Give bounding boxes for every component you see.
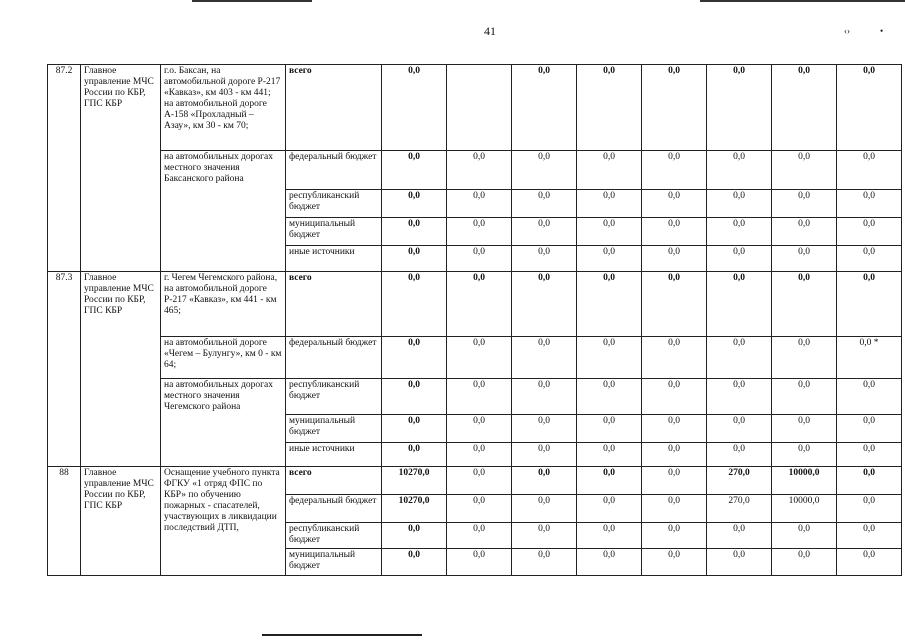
- value-cell: 0,0: [642, 246, 707, 272]
- value-cell: 0,0: [382, 337, 447, 379]
- value-cell: 0,0: [772, 272, 837, 337]
- value-cell: 0,0: [577, 495, 642, 523]
- value-cell: 0,0: [577, 65, 642, 151]
- value-cell: 0,0: [772, 65, 837, 151]
- value-cell: 0,0: [382, 523, 447, 549]
- value-cell: 0,0: [382, 549, 447, 576]
- table-row: [48, 65, 902, 151]
- value-cell: 0,0: [382, 151, 447, 190]
- value-cell: 0,0: [837, 443, 902, 467]
- value-cell: 0,0: [642, 379, 707, 415]
- value-cell: 0,0: [447, 337, 512, 379]
- value-cell: 0,0: [512, 467, 577, 495]
- value-cell: 0,0: [577, 443, 642, 467]
- value-cell: 0,0: [382, 246, 447, 272]
- value-cell: 0,0: [707, 549, 772, 576]
- value-cell: 0,0: [447, 443, 512, 467]
- funding-label: иные источники: [286, 246, 382, 272]
- value-cell: 0,0: [707, 272, 772, 337]
- description-cell: на автомобильной дороге «Чегем – Булунгу», км 0 - км 64;: [161, 337, 286, 379]
- corner-mark-left: ‹›: [844, 26, 850, 36]
- value-cell: 0,0: [447, 151, 512, 190]
- value-cell: 0,0: [642, 272, 707, 337]
- funding-label: муниципальный бюджет: [286, 549, 382, 576]
- value-cell: 0,0: [707, 379, 772, 415]
- funding-label: республиканский бюджет: [286, 190, 382, 218]
- organization-cell: Главное управление МЧС России по КБР, ГПС КБР: [81, 65, 161, 272]
- value-cell: 0,0: [642, 151, 707, 190]
- value-cell: 0,0: [707, 415, 772, 443]
- value-cell: 0,0: [512, 337, 577, 379]
- value-cell: 0,0: [642, 65, 707, 151]
- value-cell: 0,0: [772, 337, 837, 379]
- value-cell: 0,0: [577, 272, 642, 337]
- value-cell: 0,0: [707, 65, 772, 151]
- page-number: 41: [484, 24, 496, 38]
- value-cell: 0,0: [772, 549, 837, 576]
- funding-label: муниципальный бюджет: [286, 415, 382, 443]
- value-cell: 0,0: [577, 218, 642, 246]
- value-cell: 0,0: [512, 65, 577, 151]
- corner-mark-right: •: [880, 26, 884, 36]
- value-cell: 0,0: [837, 549, 902, 576]
- value-cell: 0,0: [382, 65, 447, 151]
- value-cell: 0,0: [577, 467, 642, 495]
- value-cell: 0,0: [707, 246, 772, 272]
- value-cell: 0,0: [707, 218, 772, 246]
- funding-label: федеральный бюджет: [286, 495, 382, 523]
- value-cell: 0,0: [642, 443, 707, 467]
- funding-label: федеральный бюджет: [286, 151, 382, 190]
- description-cell: г. Чегем Чегемского района, на автомобильной дороге Р-217 «Кавказ», км 441 - км 465;: [161, 272, 286, 337]
- value-cell: 0,0: [837, 218, 902, 246]
- value-cell: 0,0: [837, 379, 902, 415]
- value-cell: 0,0: [512, 549, 577, 576]
- value-cell: 0,0: [512, 272, 577, 337]
- value-cell: 270,0: [707, 467, 772, 495]
- value-cell: 0,0: [772, 379, 837, 415]
- value-cell: 0,0: [382, 272, 447, 337]
- value-cell: 0,0: [772, 246, 837, 272]
- value-cell: [447, 65, 512, 151]
- value-cell: 0,0: [512, 151, 577, 190]
- value-cell: 0,0: [577, 190, 642, 218]
- table-row: [48, 379, 902, 415]
- value-cell: 0,0: [642, 549, 707, 576]
- value-cell: 0,0: [512, 246, 577, 272]
- value-cell: 0,0: [447, 218, 512, 246]
- description-cell: Оснащение учебного пункта ФГКУ «1 отряд ФПС по КБР» по обучению пожарных - спасателей, участвующих в ликвидации последствий ДТП,: [161, 467, 286, 576]
- value-cell: 10270,0: [382, 467, 447, 495]
- value-cell: 0,0: [642, 218, 707, 246]
- value-cell: 0,0: [447, 467, 512, 495]
- value-cell: 0,0: [642, 467, 707, 495]
- value-cell: 0,0: [382, 443, 447, 467]
- value-cell: 0,0: [447, 246, 512, 272]
- row-index: 87.2: [48, 65, 81, 272]
- value-cell: 0,0: [577, 151, 642, 190]
- value-cell: 270,0: [707, 495, 772, 523]
- funding-label: федеральный бюджет: [286, 337, 382, 379]
- value-cell: 0,0: [577, 549, 642, 576]
- value-cell: 0,0: [642, 190, 707, 218]
- value-cell: 0,0: [447, 272, 512, 337]
- funding-label: всего: [286, 272, 382, 337]
- funding-label: республиканский бюджет: [286, 379, 382, 415]
- value-cell: 0,0: [772, 443, 837, 467]
- value-cell: 0,0: [837, 272, 902, 337]
- value-cell: 0,0: [512, 495, 577, 523]
- value-cell: 0,0: [772, 218, 837, 246]
- value-cell: 0,0: [577, 379, 642, 415]
- value-cell: 10000,0: [772, 467, 837, 495]
- value-cell: 0,0: [512, 415, 577, 443]
- value-cell: 0,0: [512, 443, 577, 467]
- value-cell: 0,0: [382, 190, 447, 218]
- value-cell: 0,0: [512, 523, 577, 549]
- value-cell: 0,0: [382, 379, 447, 415]
- budget-table: [47, 64, 902, 576]
- description-cell: на автомобильных дорогах местного значения Баксанского района: [161, 151, 286, 272]
- value-cell: 0,0: [642, 337, 707, 379]
- description-cell: г.о. Баксан, на автомобильной дороге Р-217 «Кавказ», км 403 - км 441; на автомобильной дороге А-158 «Прохладный – Азау», км 30 - км 70;: [161, 65, 286, 151]
- scan-edge-line-bottom: [262, 634, 422, 636]
- table-row: [48, 467, 902, 495]
- value-cell: 0,0: [772, 523, 837, 549]
- value-cell: 0,0: [837, 495, 902, 523]
- value-cell: 0,0: [577, 337, 642, 379]
- value-cell: 0,0: [642, 495, 707, 523]
- organization-cell: Главное управление МЧС России по КБР, ГПС КБР: [81, 467, 161, 576]
- value-cell: 0,0: [447, 379, 512, 415]
- value-cell: 0,0: [642, 523, 707, 549]
- scan-edge-line-left: [192, 0, 312, 2]
- description-cell: на автомобильных дорогах местного значения Чегемского района: [161, 379, 286, 467]
- scan-edge-line-right: [700, 0, 905, 2]
- funding-label: муниципальный бюджет: [286, 218, 382, 246]
- value-cell: 0,0: [772, 151, 837, 190]
- row-index: 88: [48, 467, 81, 576]
- value-cell: 0,0: [837, 65, 902, 151]
- funding-label: всего: [286, 467, 382, 495]
- row-index: 87.3: [48, 272, 81, 467]
- value-cell: 0,0: [447, 495, 512, 523]
- funding-label: иные источники: [286, 443, 382, 467]
- value-cell: 0,0: [382, 415, 447, 443]
- table-row: [48, 337, 902, 379]
- value-cell: 0,0: [707, 151, 772, 190]
- value-cell: 0,0: [837, 415, 902, 443]
- table-row: [48, 151, 902, 190]
- value-cell: 0,0: [707, 523, 772, 549]
- value-cell: 0,0: [772, 415, 837, 443]
- value-cell: 0,0: [447, 549, 512, 576]
- value-cell: 0,0: [512, 379, 577, 415]
- value-cell: 0,0: [512, 218, 577, 246]
- funding-label: республиканский бюджет: [286, 523, 382, 549]
- value-cell: 0,0: [707, 190, 772, 218]
- table-row: [48, 272, 902, 337]
- value-cell: 10270,0: [382, 495, 447, 523]
- value-cell: 0,0: [707, 443, 772, 467]
- value-cell: 0,0: [447, 415, 512, 443]
- value-cell: 10000,0: [772, 495, 837, 523]
- value-cell: 0,0: [577, 523, 642, 549]
- value-cell: 0,0: [837, 246, 902, 272]
- value-cell: 0,0: [447, 523, 512, 549]
- value-cell: 0,0: [772, 190, 837, 218]
- value-cell: 0,0: [577, 415, 642, 443]
- value-cell: 0,0: [837, 151, 902, 190]
- value-cell: 0,0: [642, 415, 707, 443]
- value-cell: 0,0: [382, 218, 447, 246]
- value-cell: 0,0: [447, 190, 512, 218]
- value-cell: 0,0: [577, 246, 642, 272]
- value-cell: 0,0: [707, 337, 772, 379]
- value-cell: 0,0: [837, 523, 902, 549]
- value-cell: 0,0 *: [837, 337, 902, 379]
- funding-label: всего: [286, 65, 382, 151]
- value-cell: 0,0: [837, 190, 902, 218]
- organization-cell: Главное управление МЧС России по КБР, ГПС КБР: [81, 272, 161, 467]
- value-cell: 0,0: [837, 467, 902, 495]
- value-cell: 0,0: [512, 190, 577, 218]
